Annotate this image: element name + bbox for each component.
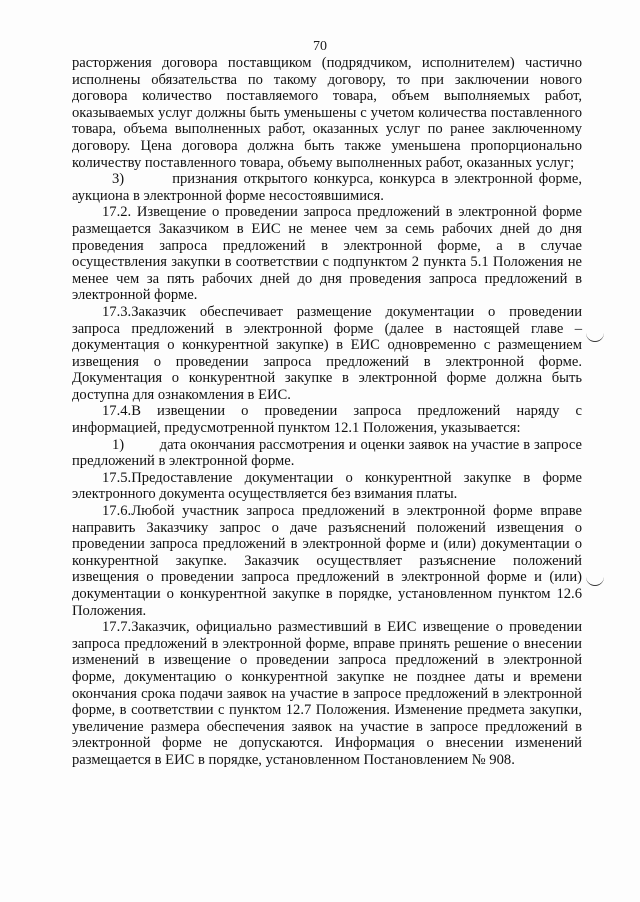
paragraph-17-4: 17.4.В извещении о проведении запроса предложений наряду с информацией, предусмотренной пунктом 12.1 Положения, указывается:: [72, 403, 582, 437]
document-body: [72, 55, 582, 769]
paragraph-17-2: 17.2. Извещение о проведении запроса предложений в электронной форме размещается Заказчиком в ЕИС не менее чем за семь рабочих дней до дня проведения запроса предложений в электронной форме, а в случае осуществления закупки в соответствии с подпунктом 2 пункта 5.1 Положения не менее чем за пять рабочих дней до дня проведения запроса предложений в электронной форме.: [72, 204, 582, 304]
paragraph-17-6: 17.6.Любой участник запроса предложений в электронной форме вправе направить Заказчику запрос о даче разъяснений положений извещения о проведении запроса предложений в электронной форме и (или) документации о конкурентной закупке. Заказчик осуществляет разъяснение положений извещения о проведении запроса предложений в электронной форме и (или) документации о конкурентной закупке в порядке, установленном пунктом 12.6 Положения.: [72, 503, 582, 619]
margin-mark-2: [586, 577, 604, 586]
paragraph-continuation: расторжения договора поставщиком (подрядчиком, исполнителем) частично исполнены обязательства по такому договору, то при заключении нового договора количество поставляемого товара, объем выполняемых работ, оказываемых услуг должны быть уменьшены с учетом количества поставленного товара, объема выполненных работ, оказанных услуг по ранее заключенному договору. Цена договора должна быть также уменьшена пропорционально количеству поставленного товара, объему выполненных работ, оказанных услуг;: [72, 55, 582, 171]
paragraph-17-7: 17.7.Заказчик, официально разместивший в ЕИС извещение о проведении запроса предложений в электронной форме, вправе принять решение о внесении изменений в извещение о проведении запроса предложений в электронной форме, документацию о конкурентной закупке не позднее даты и времени окончания срока подачи заявок на участие в запросе предложений в электронной форме, в соответствии с пунктом 12.7 Положения. Изменение предмета закупки, увеличение размера обеспечения заявок на участие в запросе предложений в электронной форме не допускаются. Информация о внесении изменений размещается в ЕИС в порядке, установленном Постановлением № 908.: [72, 619, 582, 768]
list-item-3: 3) признания открытого конкурса, конкурса в электронной форме, аукциона в электронной форме несостоявшимися.: [72, 171, 582, 204]
list-item-1: 1) дата окончания рассмотрения и оценки заявок на участие в запросе предложений в электронной форме.: [72, 436, 582, 470]
paragraph-17-3: 17.3.Заказчик обеспечивает размещение документации о проведении запроса предложений в электронной форме (далее в настоящей главе – документация о конкурентной закупке) в ЕИС одновременно с размещением извещения о проведении запроса предложений в электронной форме. Документация о конкурентной закупке в электронной форме должна быть доступна для ознакомления в ЕИС.: [72, 303, 582, 403]
page-number: 70: [313, 39, 327, 54]
paragraph-17-5: 17.5.Предоставление документации о конкурентной закупке в форме электронного документа осуществляется без взимания платы.: [72, 469, 582, 503]
margin-mark-1: [586, 333, 604, 342]
